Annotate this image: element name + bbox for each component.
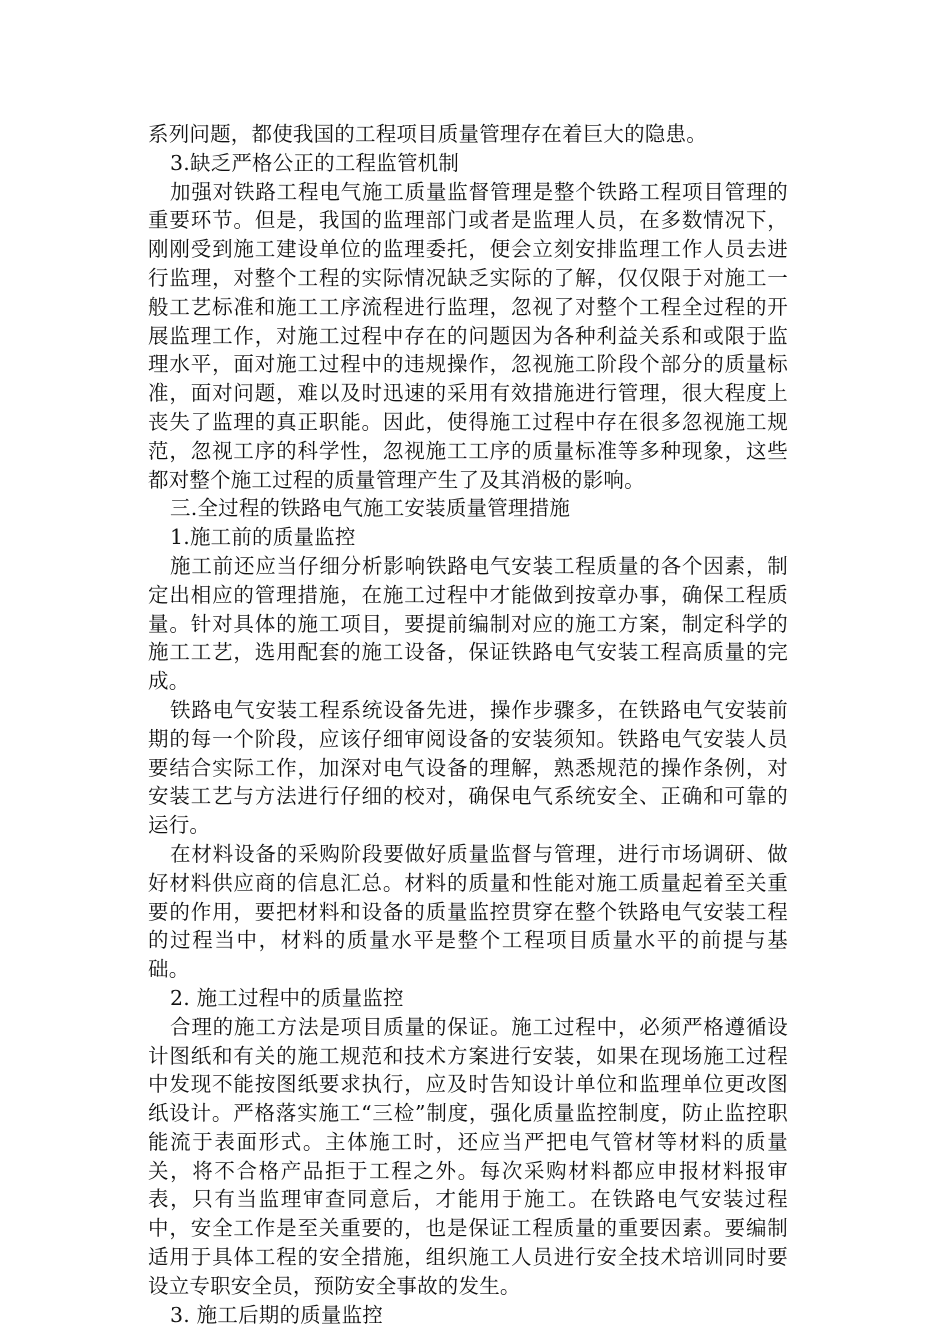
paragraph-pre-construction-3: 在材料设备的采购阶段要做好质量监督与管理，进行市场调研、做好材料供应商的信息汇总。材料的质量和性能对施工质量起着至关重要的作用，要把材料和设备的质量监控贯穿在整个铁路电气安装工程的过程当中，材料的质量水平是整个工程项目质量水平的前提与基础。: [148, 841, 788, 982]
heading-post-construction: 3. 施工后期的质量监控: [170, 1302, 383, 1327]
heading-lack-of-supervision: 3.缺乏严格公正的工程监管机制: [170, 150, 460, 175]
paragraph-intro-continuation: 系列问题，都使我国的工程项目质量管理存在着巨大的隐患。: [148, 122, 707, 146]
paragraph-pre-construction-2: 铁路电气安装工程系统设备先进，操作步骤多，在铁路电气安装前期的每一个阶段，应该仔细审阅设备的安装须知。铁路电气安装人员要结合实际工作，加深对电气设备的理解，熟悉规范的操作条例，对安装工艺与方法进行仔细的校对，确保电气系统安全、正确和可靠的运行。: [148, 697, 788, 838]
paragraph-pre-construction-1: 施工前还应当仔细分析影响铁路电气安装工程质量的各个因素，制定出相应的管理措施，在施工过程中才能做到按章办事，确保工程质量。针对具体的施工项目，要提前编制对应的施工方案，制定科学的施工工艺，选用配套的施工设备，保证铁路电气安装工程高质量的完成。: [148, 553, 788, 694]
heading-section-three: 三.全过程的铁路电气施工安装质量管理措施: [170, 496, 571, 521]
paragraph-supervision: 加强对铁路工程电气施工质量监督管理是整个铁路工程项目管理的重要环节。但是，我国的监理部门或者是监理人员，在多数情况下，刚刚受到施工建设单位的监理委托，便会立刻安排监理工作人员去进行监理，对整个工程的实际情况缺乏实际的了解，仅仅限于对施工一般工艺标准和施工工序流程进行监理，忽视了对整个工程全过程的开展监理工作，对施工过程中存在的问题因为各种利益关系和或限于监理水平，面对施工过程中的违规操作，忽视施工阶段个部分的质量标准，面对问题，难以及时迅速的采用有效措施进行管理，很大程度上丧失了监理的真正职能。因此，使得施工过程中存在很多忽视施工规范，忽视工序的科学性，忽视施工工序的质量标准等多种现象，这些都对整个施工过程的质量管理产生了及其消极的影响。: [148, 179, 788, 492]
paragraph-during-construction: 合理的施工方法是项目质量的保证。施工过程中，必须严格遵循设计图纸和有关的施工规范和技术方案进行安装，如果在现场施工过程中发现不能按图纸要求执行，应及时告知设计单位和监理单位更改图纸设计。严格落实施工“三检”制度，强化质量监控制度，防止监控职能流于表面形式。主体施工时，还应当严把电气管材等材料的质量关，将不合格产品拒于工程之外。每次采购材料都应申报材料报审表，只有当监理审查同意后，才能用于施工。在铁路电气安装过程中，安全工作是至关重要的，也是保证工程质量的重要因素。要编制适用于具体工程的安全措施，组织施工人员进行安全技术培训同时要设立专职安全员，预防安全事故的发生。: [148, 1014, 788, 1298]
heading-during-construction: 2. 施工过程中的质量监控: [170, 985, 404, 1010]
document-page: [148, 120, 788, 1329]
heading-pre-construction: 1.施工前的质量监控: [170, 525, 356, 550]
